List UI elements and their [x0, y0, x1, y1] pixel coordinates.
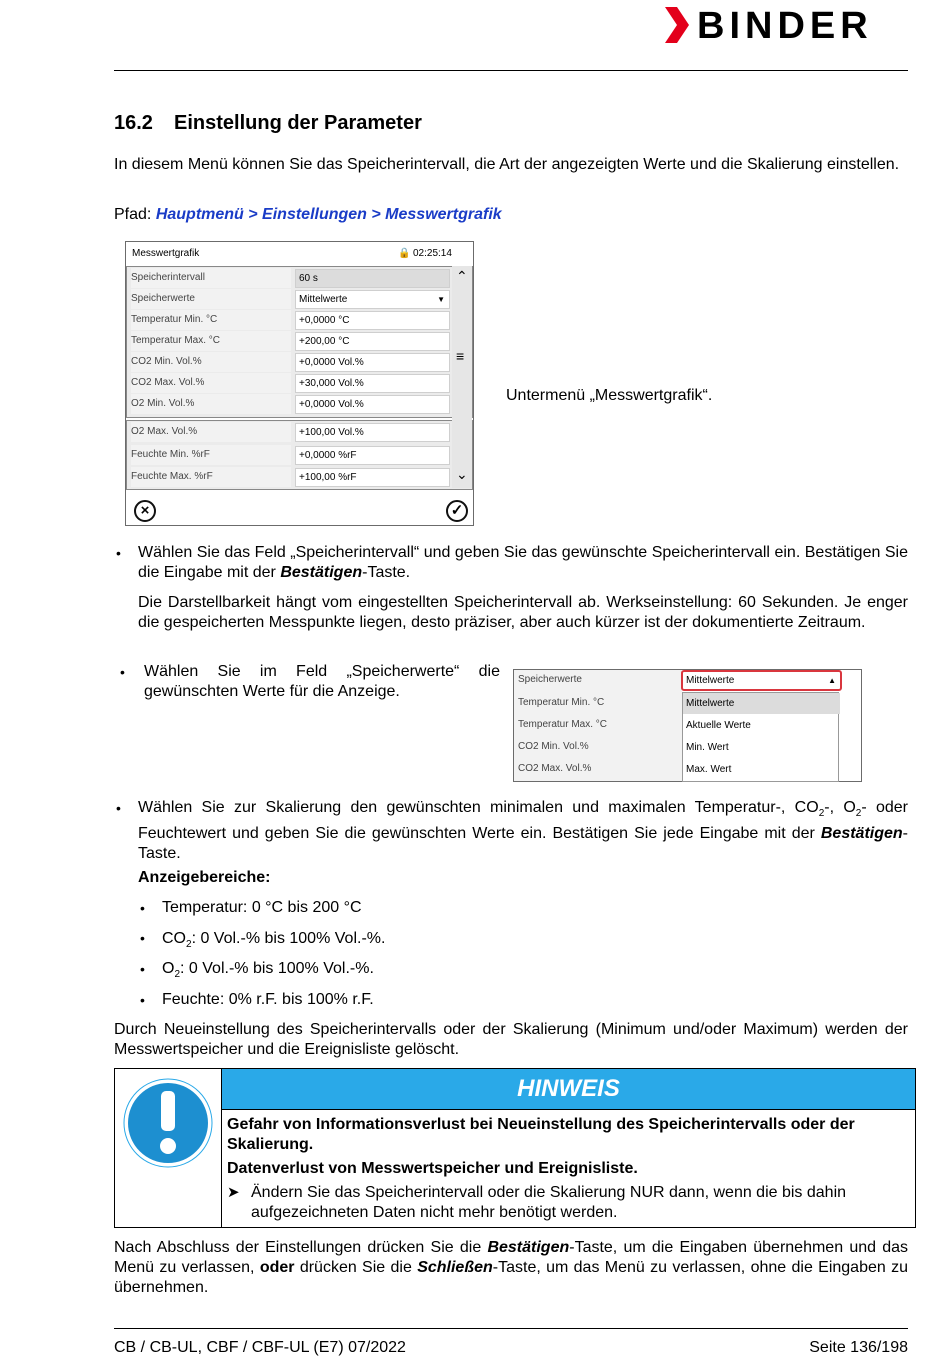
bullet-icon: •: [120, 664, 125, 680]
co2-max-input[interactable]: +30,000 Vol.%: [295, 374, 450, 393]
range-o2: [162, 959, 374, 985]
footer-rule: [114, 1328, 908, 1329]
menu-path: [114, 205, 908, 225]
final-paragraph: [114, 1238, 908, 1298]
speicherintervall-input[interactable]: 60 s: [295, 269, 450, 288]
option-aktuelle-werte[interactable]: Aktuelle Werte: [686, 720, 751, 731]
o2-sub: 2: [174, 969, 181, 981]
section-heading: [114, 112, 422, 135]
screen-title: Messwertgrafik: [132, 248, 200, 259]
binder-logo: [663, 5, 908, 45]
final-b: Bestätigen: [487, 1239, 570, 1256]
para2-text: Durch Neueinstellung des Speicherintervalls oder der Skalierung (Minimum und/oder Maximum) werden der Messwertspeicher und die Ereignisliste gelöscht.: [114, 1021, 908, 1058]
range-humidity: Feuchte: 0% r.F. bis 100% r.F.: [162, 991, 374, 1008]
intro-text: In diesem Menü können Sie das Speicherintervall, die Art der angezeigten Werte und die Skalierung einstellen.: [114, 156, 900, 173]
field-label: Speicherwerte: [131, 289, 291, 309]
temp-max-input[interactable]: +200,00 °C: [295, 332, 450, 351]
screen-speicherwerte-dropdown: [513, 669, 862, 782]
o2-min-input[interactable]: +0,0000 Vol.%: [295, 395, 450, 414]
final-e: drücken Sie die: [299, 1259, 412, 1276]
field-label: Temperatur Max. °C: [131, 331, 291, 351]
o2-max-input[interactable]: +100,00 Vol.%: [295, 423, 450, 442]
notice-header: HINWEIS: [222, 1069, 915, 1110]
arrow-bullet-icon: ➤: [227, 1184, 240, 1201]
dropdown-arrow-icon: ▼: [437, 295, 445, 304]
feuchte-max-input[interactable]: +100,00 %rF: [295, 468, 450, 487]
o2-range: : 0 Vol.-% bis 100% Vol.-%.: [180, 960, 374, 977]
final-c: -Taste, um die Eingaben übernehmen und das Menü zu verlassen,: [114, 1239, 909, 1276]
o2-subscript: 2: [855, 808, 862, 820]
field-label: Temperatur Min. °C: [131, 310, 291, 330]
bullet3-bold: Bestätigen: [820, 825, 903, 843]
label-temp-min: Temperatur Min. °C: [518, 697, 605, 708]
bullet3-end: -Taste.: [138, 825, 908, 863]
bullet3-text: [138, 798, 908, 864]
notice-bold2: Datenverlust von Messwertspeicher und Ereignisliste.: [227, 1160, 638, 1177]
co2-range: : 0 Vol.-% bis 100% Vol.-%.: [191, 930, 386, 947]
screen-messwertgrafik: [125, 241, 474, 526]
bullet2-text: Wählen Sie im Feld „Speicherwerte“ die gewünschten Werte für die Anzeige.: [144, 663, 500, 700]
field-label: O2 Min. Vol.%: [131, 394, 291, 414]
ranges-heading: Anzeigebereiche:: [138, 869, 271, 886]
logo-text: BINDER: [697, 5, 873, 47]
bullet-icon: •: [116, 545, 121, 561]
range-co2: [162, 929, 385, 955]
temp-min-input[interactable]: +0,0000 °C: [295, 311, 450, 330]
field-label: O2 Max. Vol.%: [131, 422, 291, 442]
path-value: Hauptmenü > Einstellungen > Messwertgrafik: [155, 206, 502, 223]
co2-min-input[interactable]: +0,0000 Vol.%: [295, 353, 450, 372]
bullet-icon: •: [140, 930, 145, 946]
dropdown-list: [682, 692, 839, 782]
upper-panel: [126, 266, 473, 418]
bullet3-part-c: - oder Feuchtewert und geben Sie die gewünschten Werte ein. Bestätigen Sie jede Eingabe mit der: [138, 799, 909, 843]
field-label: Feuchte Max. %rF: [131, 467, 291, 487]
bullet1-text: [138, 543, 908, 583]
clock-time: 02:25:14: [413, 248, 452, 259]
para1-text: Die Darstellbarkeit hängt vom eingestellten Speicherintervall ab. Werkseinstellung: 60 Sekunden. Je enger die gespeicherten Messpunkte liegen, desto präziser, aber auch kürzer ist der dokumentierte Zeitraum.: [138, 594, 908, 631]
speicherwerte-select-active[interactable]: [681, 670, 842, 691]
bullet-icon: •: [140, 961, 145, 977]
o2-text: O: [162, 960, 175, 977]
exclamation-icon: [122, 1077, 214, 1169]
header-rule: [114, 70, 908, 71]
bullet1-end: -Taste.: [362, 564, 411, 581]
bullet-icon: •: [140, 900, 145, 916]
option-min-wert[interactable]: Min. Wert: [686, 742, 729, 753]
label-column: [514, 670, 682, 781]
speicherwerte-select[interactable]: [295, 290, 450, 309]
scroll-down-icon[interactable]: ⌄: [456, 466, 468, 482]
close-icon[interactable]: ×: [134, 500, 156, 522]
section-title: Einstellung der Parameter: [174, 112, 422, 134]
bullet1-main: Wählen Sie das Feld „Speicherintervall“ und geben Sie das gewünschte Speicherintervall ein. Bestätigen Sie die Eingabe mit der: [138, 544, 908, 581]
notice-bold1: Gefahr von Informationsverlust bei Neueinstellung des Speicherintervalls oder der Skalierung.: [227, 1116, 855, 1153]
dropdown-up-arrow-icon: ▲: [828, 676, 836, 685]
confirm-icon[interactable]: ✓: [446, 500, 468, 522]
scroll-menu-icon[interactable]: ≡: [456, 348, 465, 364]
final-d: oder: [259, 1259, 295, 1276]
notice-item: Ändern Sie das Speicherintervall oder die Skalierung NUR dann, wenn die bis dahin aufgezeichneten Daten nicht mehr benötigt werden.: [251, 1184, 847, 1221]
field-label: CO2 Min. Vol.%: [131, 352, 291, 372]
co2-text: CO: [162, 930, 186, 947]
label-speicherwerte: Speicherwerte: [518, 674, 582, 685]
scroll-up-icon[interactable]: ⌃: [456, 268, 468, 284]
logo-mark-icon: [663, 5, 691, 45]
bullet-icon: •: [116, 800, 121, 816]
screen-title-bar: [126, 242, 473, 264]
bullet3-part-a: Wählen Sie zur Skalierung den gewünschten minimalen und maximalen Temperatur-, CO: [138, 799, 819, 816]
field-label: Feuchte Min. %rF: [131, 445, 291, 465]
final-g: -Taste, um das Menü zu verlassen, ohne die Eingaben zu übernehmen.: [114, 1259, 908, 1296]
notice-box: [114, 1068, 916, 1228]
lower-panel: [126, 420, 473, 490]
page-number: Seite 136/198: [809, 1339, 908, 1356]
field-label: Speicherintervall: [131, 268, 291, 288]
final-a: Nach Abschluss der Einstellungen drücken Sie die: [114, 1239, 482, 1256]
section-number: 16.2: [114, 112, 153, 134]
select-value: Mittelwerte: [299, 294, 348, 305]
option-max-wert[interactable]: Max. Wert: [686, 764, 732, 775]
co2-sub: 2: [186, 939, 192, 951]
screen1-caption: Untermenü „Messwertgrafik“.: [506, 387, 713, 404]
label-co2-max: CO2 Max. Vol.%: [518, 763, 592, 774]
scroll-sidebar: [452, 266, 472, 488]
co2-subscript: 2: [818, 808, 825, 820]
option-mittelwerte[interactable]: Mittelwerte: [683, 693, 840, 714]
final-f: Schließen: [417, 1259, 493, 1276]
field-label: CO2 Max. Vol.%: [131, 373, 291, 393]
feuchte-min-input[interactable]: +0,0000 %rF: [295, 446, 450, 465]
notice-icon-cell: [115, 1069, 222, 1227]
bullet1-bold: Bestätigen: [280, 564, 363, 581]
label-temp-max: Temperatur Max. °C: [518, 719, 608, 730]
bullet-icon: •: [140, 992, 145, 1008]
footer-left: CB / CB-UL, CBF / CBF-UL (E7) 07/2022: [114, 1339, 406, 1356]
range-temp: Temperatur: 0 °C bis 200 °C: [162, 899, 362, 916]
select-value: Mittelwerte: [686, 675, 735, 686]
label-co2-min: CO2 Min. Vol.%: [518, 741, 589, 752]
bullet3-part-b: -, O: [824, 799, 856, 816]
path-label: Pfad:: [114, 206, 152, 223]
lock-icon: 🔒: [398, 248, 411, 259]
footer: [114, 1339, 908, 1357]
